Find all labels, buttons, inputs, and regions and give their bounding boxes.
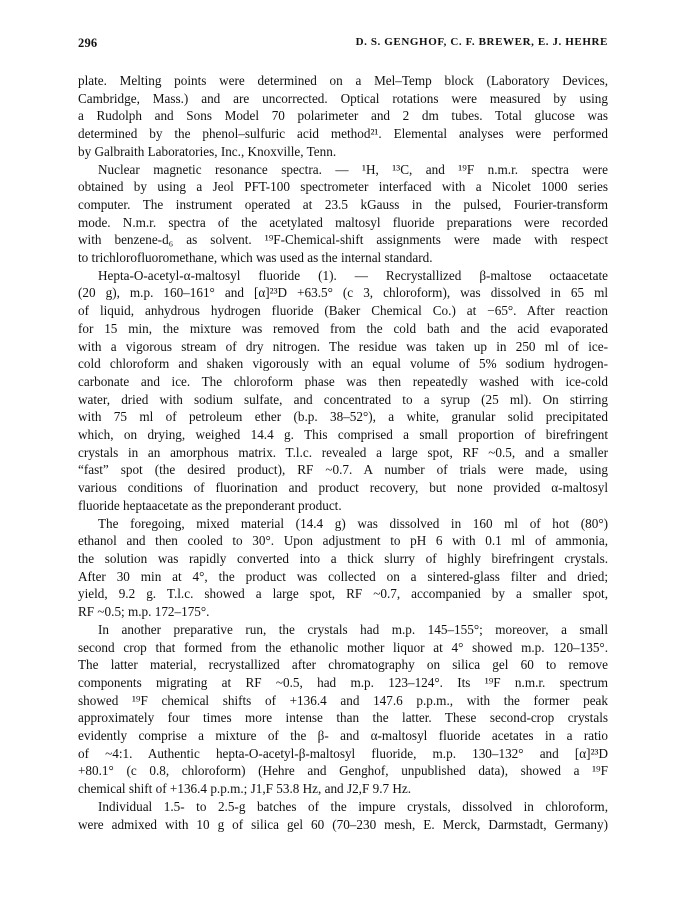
text-line: of liquid, anhydrous hydrogen fluoride (Baker Chemical Co.) at −65°. After reaction	[78, 303, 608, 319]
text-line: a Rudolph and Sons Model 70 polarimeter and 2 dm tubes. Total glucose was	[78, 108, 608, 124]
text-line: water, dried with sodium sulfate, and concentrated to a syrup (25 ml). On stirring	[78, 391, 608, 407]
text-line: The foregoing, mixed material (14.4 g) was dissolved in 160 ml of hot (80°)	[98, 515, 608, 531]
text-line: second crop that formed from the ethanolic mother liquor at 4° showed m.p. 120–135°.	[78, 639, 608, 655]
text-line: (20 g), m.p. 160–161° and [α]²³D +63.5° (c 3, chloroform), was dissolved in 65 ml	[78, 285, 608, 301]
text-line: to trichlorofluoromethane, which was used as the internal standard.	[78, 250, 433, 266]
body-text	[78, 72, 608, 833]
text-line: with benzene-d₆ as solvent. ¹⁹F-Chemical-shift assignments were made with respect	[78, 232, 608, 248]
text-line: After 30 min at 4°, the product was collected on a sintered-glass filter and dried;	[78, 568, 608, 584]
text-line: computer. The instrument operated at 23.5 kGauss in the pulsed, Fourier-transform	[78, 196, 608, 212]
text-line: carbonate and ice. The chloroform phase was then repeatedly washed with ice-cold	[78, 373, 608, 389]
text-line: cold chloroform and shaken vigorously with an equal volume of 5% sodium hydrogen-	[78, 356, 608, 372]
text-line: of ~4:1. Authentic hepta-O-acetyl-β-maltosyl fluoride, m.p. 130–132° and [α]²³D	[78, 745, 608, 761]
text-line: The latter material, recrystallized after chromatography on silica gel 60 to remove	[78, 657, 608, 673]
text-line: for 15 min, the mixture was removed from the cold bath and the acid evaporated	[78, 320, 608, 336]
paragraph-nmr	[78, 161, 608, 267]
page-number: 296	[78, 36, 98, 50]
text-line: fluoride heptaacetate as the preponderant product.	[78, 497, 342, 513]
text-line: Nuclear magnetic resonance spectra. — ¹H, ¹³C, and ¹⁹F n.m.r. spectra were	[98, 161, 608, 177]
paragraph-methods	[78, 72, 608, 161]
text-line: mode. N.m.r. spectra of the acetylated maltosyl fluoride preparations were recorded	[78, 214, 608, 230]
text-line: Hepta-O-acetyl-α-maltosyl fluoride (1). — Recrystallized β-maltose octaacetate	[98, 267, 608, 283]
text-line: crystals in an amorphous matrix. T.l.c. revealed a large spot, RF ~0.5, and a smaller	[78, 444, 608, 460]
text-line: the solution was rapidly converted into a thick slurry of highly birefringent crystals.	[78, 550, 608, 566]
running-head-authors: D. S. GENGHOF, C. F. BREWER, E. J. HEHRE	[355, 36, 608, 48]
text-line: plate. Melting points were determined on a Mel–Temp block (Laboratory Devices,	[78, 73, 608, 88]
text-line: which, on drying, weighed 14.4 g. This comprised a small proportion of birefringent	[78, 427, 608, 443]
text-line: various conditions of fluorination and product recovery, but none provided α-maltosyl	[78, 480, 608, 496]
text-line: chemical shift of +136.4 p.p.m.; J1,F 53.8 Hz, and J2,F 9.7 Hz.	[78, 781, 412, 797]
text-line: showed ¹⁹F chemical shifts of +136.4 and 147.6 p.p.m., with the former peak	[78, 692, 608, 708]
text-line: Individual 1.5- to 2.5-g batches of the impure crystals, dissolved in chloroform,	[98, 798, 608, 814]
text-line: Cambridge, Mass.) and are uncorrected. Optical rotations were measured by using	[78, 90, 608, 106]
paragraph-silica-batches	[78, 798, 608, 833]
text-line: In another preparative run, the crystals had m.p. 145–155°; moreover, a small	[98, 621, 608, 637]
text-line: by Galbraith Laboratories, Inc., Knoxville, Tenn.	[78, 143, 337, 159]
text-line: “fast” spot (the desired product), RF ~0.7. A number of trials were made, using	[78, 462, 608, 478]
text-line: evidently comprise a mixture of the β- and α-maltosyl fluoride acetates in a ratio	[78, 728, 608, 744]
text-line: RF ~0.5; m.p. 172–175°.	[78, 604, 210, 620]
text-line: determined by the phenol–sulfuric acid method²¹. Elemental analyses were performed	[78, 126, 608, 142]
text-line: +80.1° (c 0.8, chloroform) (Hehre and Genghof, unpublished data), showed a ¹⁹F	[78, 763, 608, 779]
text-line: yield, 9.2 g. T.l.c. showed a large spot, RF ~0.7, accompanied by a smaller spot,	[78, 586, 608, 602]
text-line: with a vigorous stream of dry nitrogen. The residue was taken up in 250 ml of ice-	[78, 338, 608, 354]
paragraph-second-run	[78, 621, 608, 798]
text-line: with 75 ml of petroleum ether (b.p. 38–52°), a white, granular solid precipitated	[78, 409, 608, 425]
paragraph-recrystallization	[78, 515, 608, 621]
text-line: obtained by using a Jeol PFT-100 spectrometer interfaced with a Nicolet 1000 series	[78, 179, 608, 195]
text-line: were admixed with 10 g of silica gel 60 (70–230 mesh, E. Merck, Darmstadt, Germany)	[78, 816, 608, 832]
text-line: approximately four times more intense than the latter. These second-crop crystals	[78, 710, 608, 726]
text-line: ethanol and then cooled to 30°. Upon adjustment to pH 6 with 0.1 ml of ammonia,	[78, 533, 608, 549]
text-line: components migrating at RF ~0.5, had m.p. 123–124°. Its ¹⁹F n.m.r. spectrum	[78, 674, 608, 690]
paragraph-fluoride-prep	[78, 267, 608, 515]
